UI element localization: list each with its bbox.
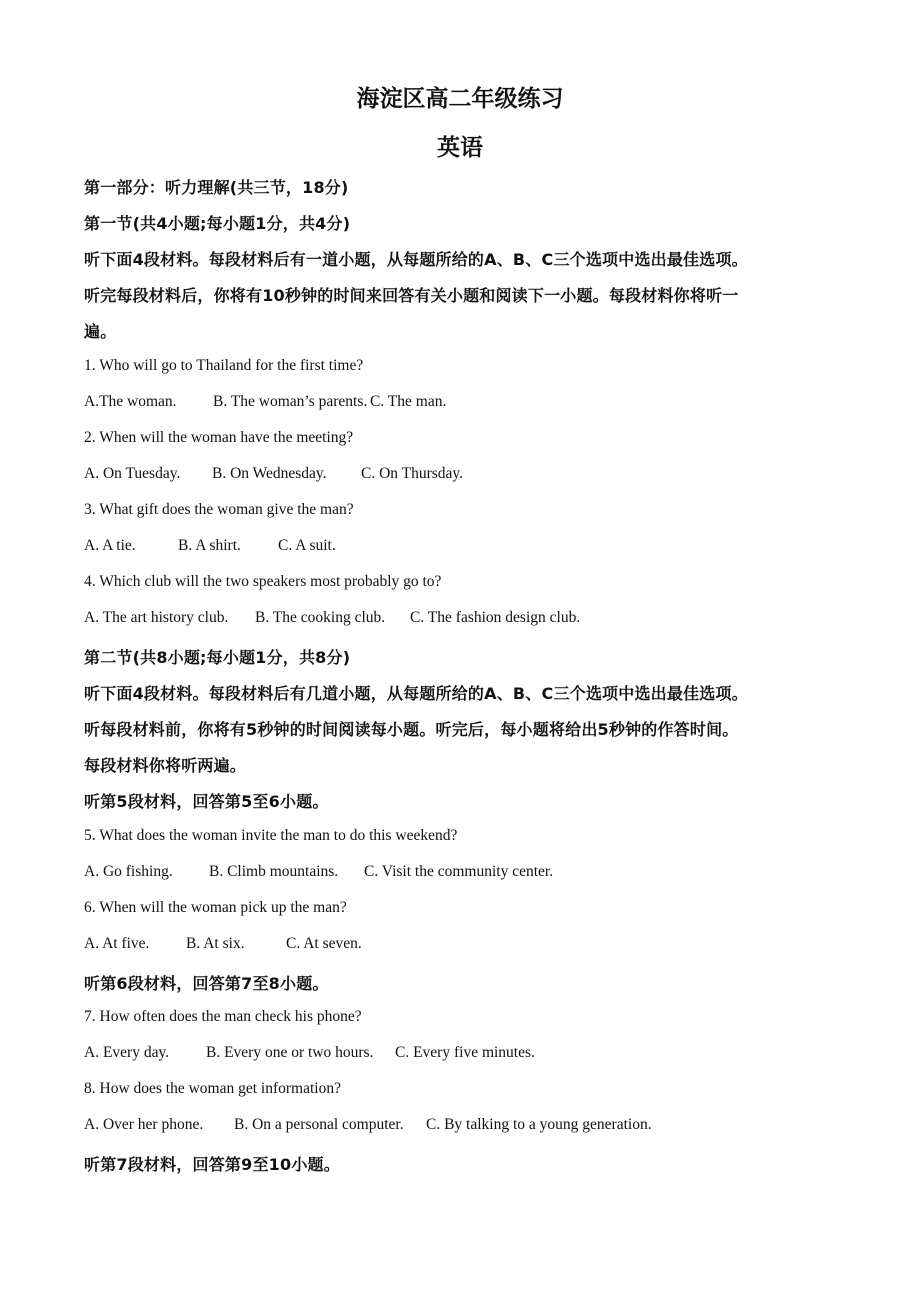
option-a: A. A tie. [84,537,136,554]
option-c: C. By talking to a young generation. [426,1116,652,1133]
subject-title: 英语 [437,135,483,161]
section1-instruction-line3: 遍。 [84,322,117,341]
section1-instruction-line2: 听完每段材料后，你将有10秒钟的时间来回答有关小题和阅读下一小题。每段材料你将听一 [84,286,739,305]
section2-header: 第二节(共8小题;每小题1分，共8分) [84,648,351,667]
option-a: A. At five. [84,935,150,952]
option-b: B. Every one or two hours. [206,1044,374,1061]
option-b: B. A shirt. [178,537,241,554]
question-4-options [84,609,580,627]
option-b: B. At six. [186,935,245,952]
option-a: A. On Tuesday. [84,465,181,482]
question-6: 6. When will the woman pick up the man? [84,899,347,916]
question-1: 1. Who will go to Thailand for the first time? [84,357,364,374]
listen-passage-5: 听第5段材料，回答第5至6小题。 [84,792,329,811]
section1-header: 第一节(共4小题;每小题1分，共4分) [84,214,351,233]
option-b: B. The cooking club. [255,609,386,626]
option-b: B. Climb mountains. [209,863,339,880]
option-b: B. On a personal computer. [234,1116,404,1133]
option-c: C. On Thursday. [361,465,464,482]
question-8: 8. How does the woman get information? [84,1080,341,1097]
question-3: 3. What gift does the woman give the man? [84,501,354,518]
question-5-options [84,863,553,881]
section2-instruction-line1: 听下面4段材料。每段材料后有几道小题，从每题所给的A、B、C三个选项中选出最佳选项。 [84,684,748,703]
option-a: A. The art history club. [84,609,229,626]
question-4: 4. Which club will the two speakers most probably go to? [84,573,442,590]
question-6-options [84,935,362,953]
option-c: C. A suit. [278,537,336,554]
option-a: A. Go fishing. [84,863,173,880]
question-8-options [84,1116,652,1134]
listen-passage-6: 听第6段材料，回答第7至8小题。 [84,974,329,993]
part1-header: 第一部分：听力理解(共三节，18分) [84,178,349,197]
option-a: A. Every day. [84,1044,170,1061]
option-c: C. The man. [370,393,447,410]
option-a: A. Over her phone. [84,1116,204,1133]
option-c: C. At seven. [286,935,362,952]
exam-title: 海淀区高二年级练习 [356,86,564,112]
option-a: A.The woman. [84,393,177,410]
question-7: 7. How often does the man check his phone? [84,1008,362,1025]
option-c: C. The fashion design club. [410,609,581,626]
option-c: C. Every five minutes. [395,1044,535,1061]
question-3-options [84,537,336,555]
option-b: B. The woman’s parents. [213,393,368,410]
question-7-options [84,1044,535,1062]
listen-passage-7: 听第7段材料，回答第9至10小题。 [84,1155,340,1174]
question-2-options [84,465,463,483]
section2-instruction-line2: 听每段材料前，你将有5秒钟的时间阅读每小题。听完后，每小题将给出5秒钟的作答时间。 [84,720,739,739]
section2-instruction-line3: 每段材料你将听两遍。 [84,756,247,775]
question-2: 2. When will the woman have the meeting? [84,429,354,446]
option-b: B. On Wednesday. [212,465,327,482]
option-c: C. Visit the community center. [364,863,554,880]
section1-instruction-line1: 听下面4段材料。每段材料后有一道小题，从每题所给的A、B、C三个选项中选出最佳选项。 [84,250,748,269]
question-5: 5. What does the woman invite the man to do this weekend? [84,827,458,844]
question-1-options [84,393,446,411]
